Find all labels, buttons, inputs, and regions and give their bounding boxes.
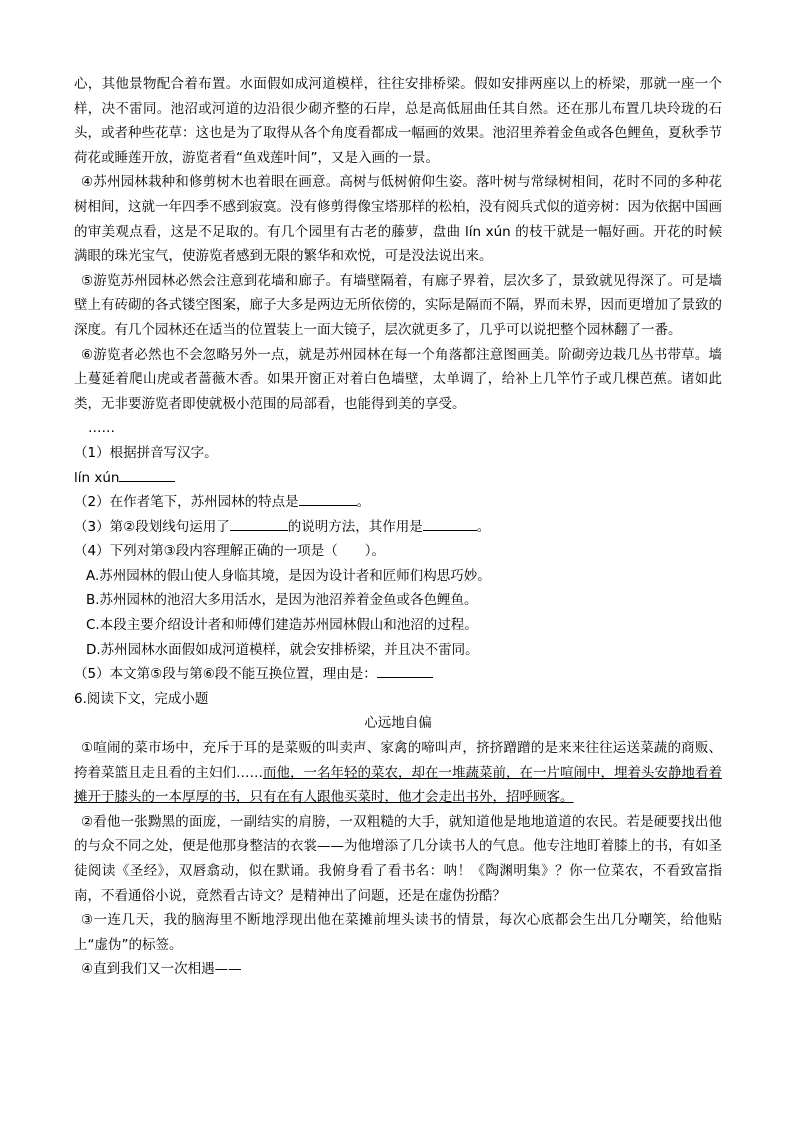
question-1-pinyin: lín xún [74,469,120,486]
question-2-end: 。 [356,494,371,511]
question-1-blank[interactable] [119,468,175,482]
question-1-answer-line [74,466,722,491]
question-3-blank-2[interactable] [423,517,477,531]
passage-paragraph-3-continued: 心，其他景物配合着布置。水面假如成河道模样，往往安排桥梁。假如安排两座以上的桥梁，那就一座一个样，决不雷同。池沼或河道的边沿很少砌齐整的石岸，总是高低屈曲任其自然。还在那儿布置几块玲珑的石头，或者种些花草：这也是为了取得从各个角度看都成一幅画的效果。池沼里养着金鱼或各色鲤鱼，夏秋季节荷花或睡莲开放，游览者看“鱼戏莲叶间”，又是入画的一景。 [74,76,722,166]
question-1: （1）根据拼音写汉字。 [74,444,218,461]
passage-paragraph-6: ⑥游览者必然也不会忽略另外一点，就是苏州园林在每一个角落都注意图画美。阶砌旁边栽几丛书带草。墙上蔓延着爬山虎或者蔷薇木香。如果开窗正对着白色墙壁，太单调了，给补上几竿竹子或几棵芭蕉。诸如此类，无非要游览者即使就极小范围的局部看，也能得到美的享受。 [74,346,722,412]
question-2-text: （2）在作者笔下，苏州园林的特点是 [74,494,299,511]
question-4: （4）下列对第③段内容理解正确的一项是（ ）。 [74,543,385,560]
question-4-option-a[interactable]: A.苏州园林的假山使人身临其境，是因为设计者和匠师们构思巧妙。 [86,567,491,584]
question-2 [74,490,722,515]
question-3 [74,515,722,540]
passage-paragraph-4: ④苏州园林栽种和修剪树木也着眼在画意。高树与低树俯仰生姿。落叶树与常绿树相间，花时不同的多种花树相间，这就一年四季不感到寂寞。没有修剪得像宝塔那样的松柏，没有阅兵式似的道旁树：因为依据中国画的审美观点看，这是不足取的。有几个园里有古老的藤萝，盘曲 lín xún 的枝干就是一幅好画。开花的时候满眼的珠光宝气，使游览者感到无限的繁华和欢悦，可是没法说出来。 [74,174,722,265]
document-content [74,72,722,982]
question-5-text: （5）本文第⑤段与第⑥段不能互换位置，理由是： [74,666,377,683]
question-4-option-c[interactable]: C.本段主要介绍设计者和师傅们建造苏州园林假山和池沼的过程。 [86,617,478,634]
question-4-option-d[interactable]: D.苏州园林水面假如成河道模样，就会安排桥梁，并且决不雷同。 [86,641,479,658]
question-3-mid: 的说明方法，其作用是 [287,518,423,535]
question-5-blank[interactable] [377,664,433,678]
article-paragraph-4: ④直到我们又一次相遇—— [81,961,242,978]
article-underlined-sentence: 而他，一名年轻的菜农，却在一堆蔬菜前，在一片喧闹中，埋着头安静地看着摊开于膝头的一本厚厚的书，只有在有人跟他买菜时，他才会走出书外，招呼顾客。 [74,764,722,806]
section-6-heading: 6.阅读下文，完成小题 [74,690,209,707]
article-title: 心远地自偏 [364,715,432,732]
article-paragraph-2: ②看他一张黝黑的面庞，一副结实的肩膀，一双粗糙的大手，就知道他是地地道道的农民。若是硬要找出他的与众不同之处，便是他那身整洁的衣裳——为他增添了几分读书人的气息。他专注地盯着膝上的书，有如圣徒阅读《圣经》，双唇翕动，似在默诵。我俯身看了看书名：呐！《陶渊明集》？你一位菜农，不看致富指南，不看通俗小说，竟然看古诗文？是精神出了问题，还是在虚伪扮酷？ [74,813,722,904]
question-3-end: 。 [476,518,491,535]
passage-paragraph-5: ⑤游览苏州园林必然会注意到花墙和廊子。有墙壁隔着，有廊子界着，层次多了，景致就见得深了。可是墙壁上有砖砌的各式镂空图案，廊子大多是两边无所依傍的，实际是隔而不隔，界而未界，因而更增加了景致的深度。有几个园林还在适当的位置装上一面大镜子，层次就更多了，几乎可以说把整个园林翻了一番。 [74,272,722,338]
question-2-blank[interactable] [299,492,357,506]
article-paragraph-1-intro: ①喧闹的菜市场中，充斥于耳的是菜贩的叫卖声、家禽的啼叫声，挤挤蹭蹭的是来来往往运送菜蔬的商贩、挎着菜篮且走且看的主妇们…… [74,740,722,781]
article-paragraph-1 [74,736,722,810]
passage-ellipsis: …… [88,420,115,437]
question-3-text: （3）第②段划线句运用了 [74,518,230,535]
article-paragraph-3: ③一连几天，我的脑海里不断地浮现出他在菜摊前埋头读书的情景，每次心底都会生出几分嘲笑，给他贴上“虚伪”的标签。 [74,912,722,953]
question-5 [74,662,722,687]
question-4-option-b[interactable]: B.苏州园林的池沼大多用活水，是因为池沼养着金鱼或各色鲤鱼。 [86,592,478,609]
question-3-blank-1[interactable] [230,517,288,531]
